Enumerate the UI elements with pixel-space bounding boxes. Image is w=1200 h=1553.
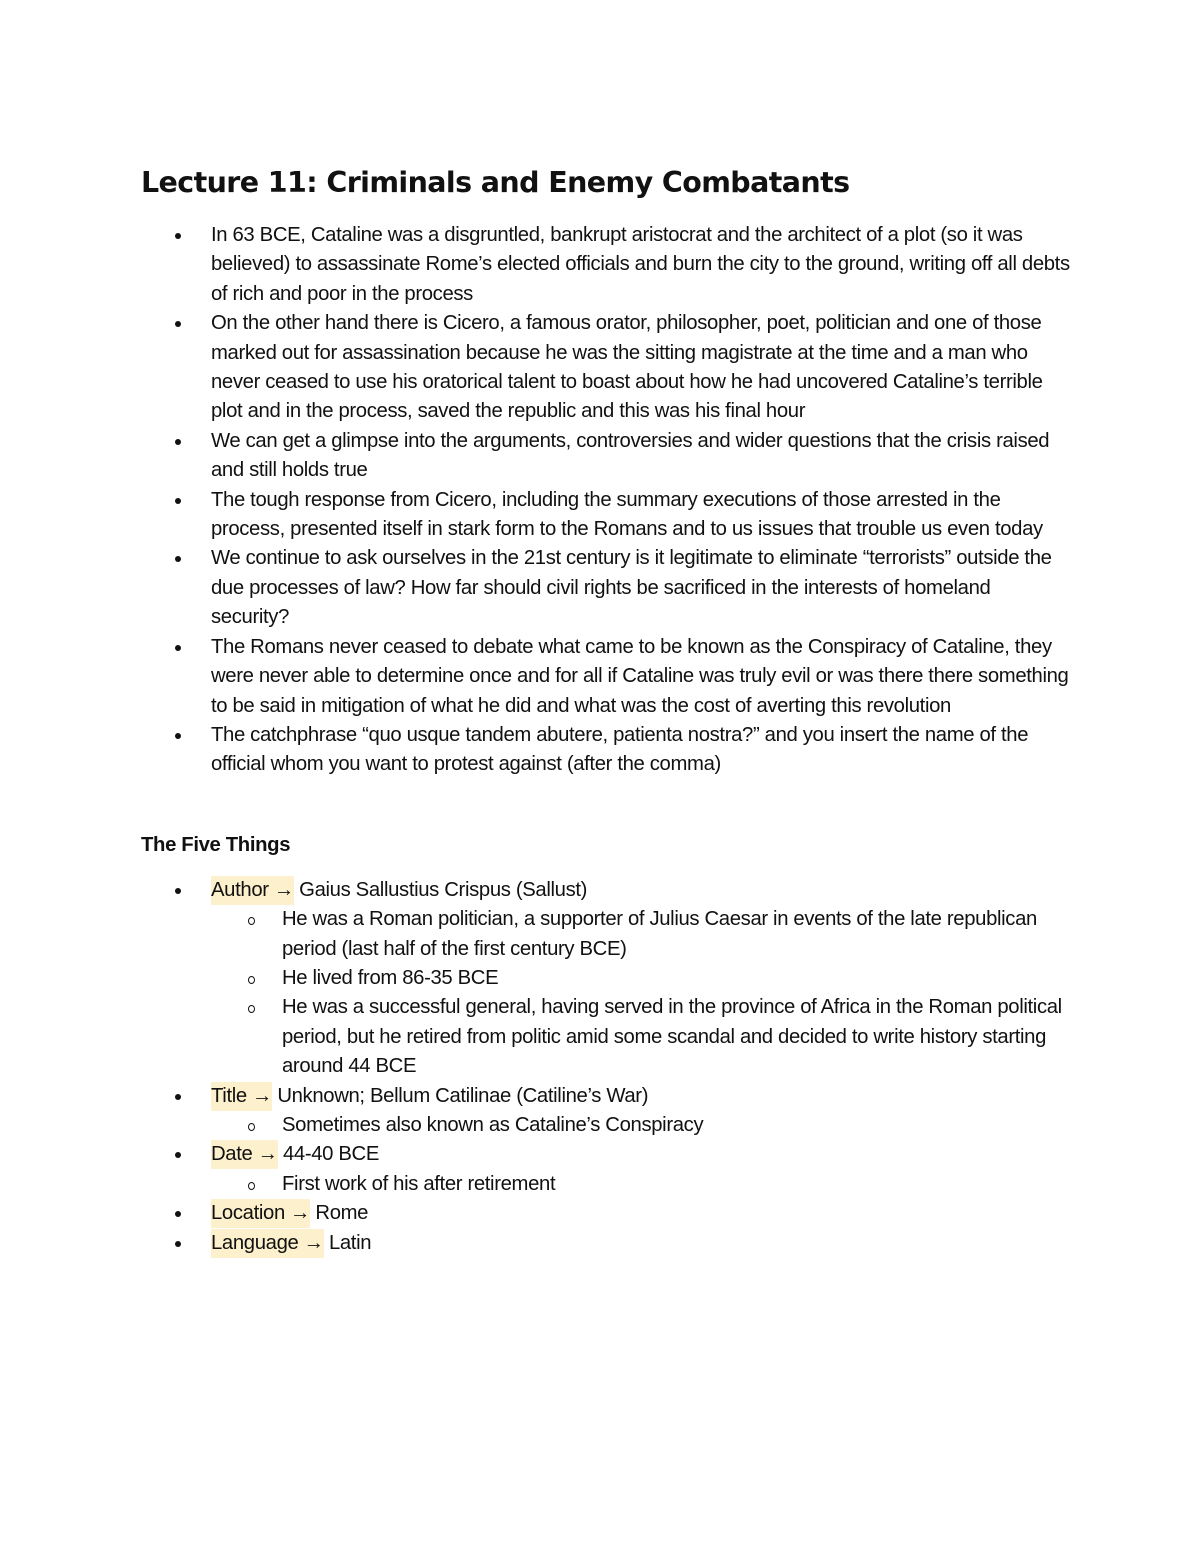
list-item: The Romans never ceased to debate what came to be known as the Conspiracy of Cataline, they were never able to determine once and for all if Cataline was truly evil or was there there something to be said in mitigation of what he did and what was the cost of averting this revolution — [211, 633, 1071, 721]
list-item: The tough response from Cicero, including the summary executions of those arrested in the process, presented itself in stark form to the Romans and to us issues that trouble us even today — [211, 486, 1071, 545]
page-title: Lecture 11: Criminals and Enemy Combatants — [141, 166, 850, 199]
highlighted-label: Location → — [211, 1199, 310, 1228]
item-value: 44-40 BCE — [277, 1143, 380, 1166]
five-things-list — [141, 876, 1071, 1258]
intro-bullet-list — [141, 221, 1071, 780]
list-item: In 63 BCE, Cataline was a disgruntled, bankrupt aristocrat and the architect of a plot (so it was believed) to assassinate Rome’s elected officials and burn the city to the ground, writing off all debts of rich and poor in the process — [211, 221, 1071, 309]
sub-list-item: He was a successful general, having served in the province of Africa in the Roman political period, but he retired from politic amid some scandal and decided to write history starting around 44 BCE — [282, 993, 1071, 1081]
five-things-item-language — [211, 1229, 1071, 1258]
item-value: Gaius Sallustius Crispus (Sallust) — [293, 878, 588, 901]
document-page — [141, 163, 1071, 1258]
sub-list — [211, 905, 1071, 1081]
highlighted-label: Title → — [211, 1082, 272, 1111]
highlighted-label: Date → — [211, 1140, 278, 1169]
list-item: The catchphrase “quo usque tandem abutere, patienta nostra?” and you insert the name of the official whom you want to protest against (after the comma) — [211, 721, 1071, 780]
list-item: We can get a glimpse into the arguments, controversies and wider questions that the crisis raised and still holds true — [211, 427, 1071, 486]
sub-list — [211, 1111, 1071, 1140]
list-item: We continue to ask ourselves in the 21st century is it legitimate to eliminate “terrorists” outside the due processes of law? How far should civil rights be sacrificed in the interests of homeland security? — [211, 544, 1071, 632]
sub-list — [211, 1170, 1071, 1199]
sub-list-item: First work of his after retirement — [282, 1170, 1071, 1199]
list-item: On the other hand there is Cicero, a famous orator, philosopher, poet, politician and one of those marked out for assassination because he was the sitting magistrate at the time and a man who never ceased to use his oratorical talent to boast about how he had uncovered Cataline’s terrible plot and in the process, saved the republic and this was his final hour — [211, 309, 1071, 427]
highlighted-label: Language → — [211, 1229, 324, 1258]
sub-list-item: He lived from 86-35 BCE — [282, 964, 1071, 993]
five-things-item-date — [211, 1140, 1071, 1199]
item-value: Rome — [310, 1202, 369, 1225]
item-value: Unknown; Bellum Catilinae (Catiline’s War) — [272, 1084, 649, 1107]
five-things-item-title — [211, 1082, 1071, 1141]
five-things-item-author — [211, 876, 1071, 1082]
section-heading-five-things: The Five Things — [141, 833, 291, 856]
highlighted-label: Author → — [211, 876, 294, 905]
sub-list-item: Sometimes also known as Cataline’s Conspiracy — [282, 1111, 1071, 1140]
five-things-item-location — [211, 1199, 1071, 1228]
sub-list-item: He was a Roman politician, a supporter of Julius Caesar in events of the late republican period (last half of the first century BCE) — [282, 905, 1071, 964]
item-value: Latin — [323, 1231, 372, 1254]
